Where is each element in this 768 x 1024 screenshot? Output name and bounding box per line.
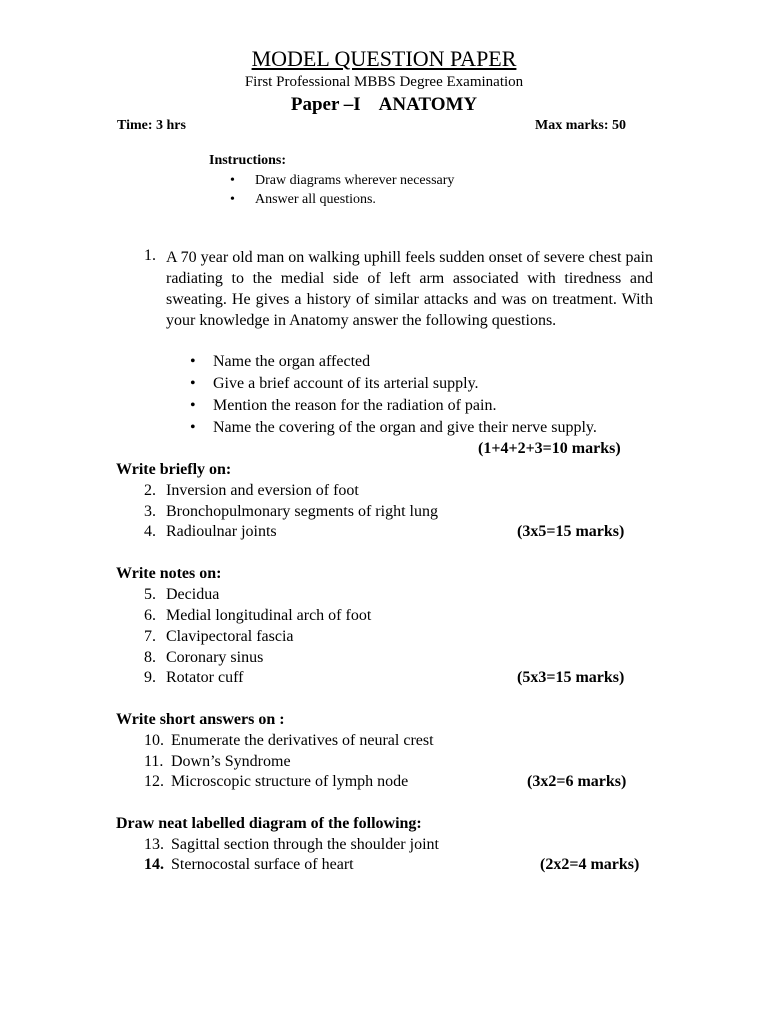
bullet-icon: • <box>190 397 196 414</box>
bullet-icon: • <box>230 192 235 207</box>
time-label: Time: 3 hrs <box>117 118 186 133</box>
bullet-icon: • <box>190 419 196 436</box>
marks-label: (5x3=15 marks) <box>517 669 625 686</box>
marks-label: (3x5=15 marks) <box>517 523 625 540</box>
bullet-icon: • <box>190 375 196 392</box>
instructions-heading: Instructions: <box>209 153 287 168</box>
bullet-icon: • <box>190 353 196 370</box>
section-heading: Write notes on: <box>116 565 222 582</box>
exam-subtitle: First Professional MBBS Degree Examination <box>244 74 524 90</box>
question-1-text: A 70 year old man on walking uphill feels sudden onset of severe chest pain radiating to the medial side of left arm associated with tiredness and sweating. He gives a history of similar attacks and was on treatment. With your knowledge in Anatomy answer the following questions. <box>166 249 653 329</box>
section-heading: Write short answers on : <box>116 711 285 728</box>
question-number: 1. <box>144 247 156 264</box>
max-marks-label: Max marks: 50 <box>535 118 626 133</box>
section-heading: Write briefly on: <box>116 461 232 478</box>
page-title: MODEL QUESTION PAPER <box>251 46 517 71</box>
marks-label: (2x2=4 marks) <box>540 856 640 873</box>
bullet-icon: • <box>230 173 235 188</box>
section-heading: Draw neat labelled diagram of the following: <box>116 815 422 832</box>
marks-label: (3x2=6 marks) <box>527 773 627 790</box>
paper-name: Paper –I ANATOMY <box>290 94 478 115</box>
marks-label: (1+4+2+3=10 marks) <box>478 440 621 457</box>
